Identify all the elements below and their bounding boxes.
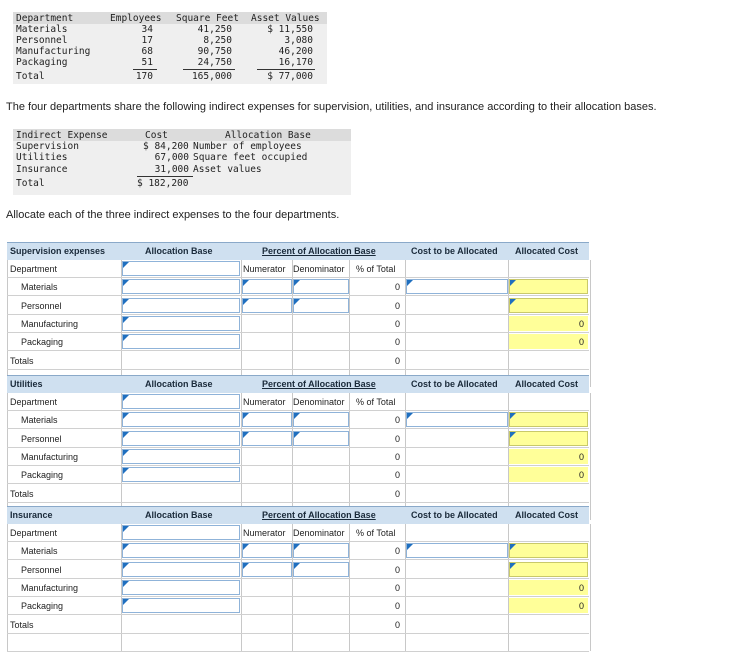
- supervision-packaging-pct-value: 0: [394, 337, 400, 347]
- flag-icon: [510, 563, 516, 569]
- row-divider: [7, 483, 589, 484]
- flag-icon: [243, 280, 249, 286]
- sqft-total: 165,000: [191, 71, 232, 82]
- insurance-packaging-pct-value: 0: [394, 601, 400, 611]
- column-divider: [349, 260, 350, 387]
- dept-label-manufacturing: Manufacturing: [21, 452, 79, 462]
- flag-icon: [510, 432, 516, 438]
- department-label: Department: [10, 264, 58, 274]
- numerator-header: Numerator: [243, 397, 286, 407]
- insurance-personnel-numerator-input[interactable]: [242, 562, 292, 577]
- row-divider: [7, 633, 589, 634]
- emp-personnel: 17: [141, 35, 153, 46]
- section-title: Insurance: [10, 510, 53, 520]
- numerator-header: Numerator: [243, 264, 286, 274]
- insurance-personnel-pct-value: 0: [394, 565, 400, 575]
- utilities-section-header: [7, 375, 589, 393]
- row-divider: [7, 350, 589, 351]
- total-underline: [183, 69, 235, 70]
- flag-icon: [510, 413, 516, 419]
- col-cost-to-allocate: Cost to be Allocated: [411, 510, 498, 520]
- col-allocated-cost: Allocated Cost: [515, 510, 579, 520]
- totals-label: Totals: [10, 356, 34, 366]
- header-allocation-base: Allocation Base: [225, 130, 311, 141]
- section-title: Supervision expenses: [10, 246, 106, 256]
- utilities-manufacturing-pct-value: 0: [394, 452, 400, 462]
- utilities-manufacturing-allocated-cell: [509, 449, 588, 464]
- flag-icon: [123, 526, 129, 532]
- cost-total: $ 182,200: [137, 178, 189, 189]
- dept-label-materials: Materials: [21, 282, 58, 292]
- supervision-packaging-allocated-value: 0: [578, 337, 584, 347]
- flag-icon: [123, 280, 129, 286]
- row-divider: [7, 295, 589, 296]
- flag-icon: [123, 335, 129, 341]
- supervision-personnel-pct-value: 0: [394, 301, 400, 311]
- flag-icon: [123, 450, 129, 456]
- denominator-header: Denominator: [293, 264, 345, 274]
- insurance-total-pct-value: 0: [394, 620, 400, 630]
- dept-label-personnel: Personnel: [21, 434, 62, 444]
- flag-icon: [294, 299, 300, 305]
- flag-icon: [510, 299, 516, 305]
- flag-icon: [123, 468, 129, 474]
- supervision-base-name-input[interactable]: [122, 261, 240, 276]
- utilities-materials-denominator-input[interactable]: [293, 412, 349, 427]
- total-underline: [133, 69, 157, 70]
- supervision-personnel-allocated-input[interactable]: [509, 298, 588, 313]
- expense-insurance: Insurance: [16, 164, 68, 175]
- instruction-text: Allocate each of the three indirect expenses to the four departments.: [6, 209, 340, 221]
- denominator-header: Denominator: [293, 397, 345, 407]
- row-divider: [7, 651, 589, 652]
- flag-icon: [407, 544, 413, 550]
- col-cost-to-allocate: Cost to be Allocated: [411, 246, 498, 256]
- asset-total: $ 77,000: [267, 71, 313, 82]
- emp-packaging: 51: [141, 57, 153, 68]
- supervision-personnel-base-input[interactable]: [122, 298, 240, 313]
- shared-expenses-text: The four departments share the following indirect expenses for supervision, utilities, and insurance according to their allocation bases.: [6, 101, 657, 113]
- header-asset-values: Asset Values: [251, 13, 320, 24]
- dept-label-personnel: Personnel: [21, 301, 62, 311]
- col-percent-of-base: Percent of Allocation Base: [262, 510, 376, 520]
- cost-supervision: $ 84,200: [143, 141, 189, 152]
- supervision-manufacturing-base-input[interactable]: [122, 316, 240, 331]
- section-title: Utilities: [10, 379, 43, 389]
- insurance-materials-allocated-input[interactable]: [509, 543, 588, 558]
- column-divider: [349, 524, 350, 651]
- flag-icon: [123, 581, 129, 587]
- emp-manufacturing: 68: [141, 46, 153, 57]
- flag-icon: [294, 432, 300, 438]
- row-divider: [7, 314, 589, 315]
- row-divider: [7, 502, 589, 503]
- dept-label-materials: Materials: [21, 415, 58, 425]
- utilities-cost-to-allocate-input[interactable]: [406, 412, 508, 427]
- utilities-manufacturing-base-input[interactable]: [122, 449, 240, 464]
- col-allocated-cost: Allocated Cost: [515, 246, 579, 256]
- supervision-manufacturing-pct-value: 0: [394, 319, 400, 329]
- base-supervision: Number of employees: [193, 141, 302, 152]
- base-utilities: Square feet occupied: [193, 152, 308, 163]
- flag-icon: [294, 544, 300, 550]
- asset-personnel: 3,080: [284, 35, 313, 46]
- expense-supervision: Supervision: [16, 141, 79, 152]
- total-underline: [137, 176, 193, 177]
- row-divider: [7, 596, 589, 597]
- utilities-personnel-numerator-input[interactable]: [242, 431, 292, 446]
- flag-icon: [294, 563, 300, 569]
- flag-icon: [123, 563, 129, 569]
- flag-icon: [407, 413, 413, 419]
- insurance-manufacturing-pct-value: 0: [394, 583, 400, 593]
- utilities-personnel-denominator-input[interactable]: [293, 431, 349, 446]
- supervision-manufacturing-allocated-value: 0: [578, 319, 584, 329]
- dept-label-materials: Materials: [21, 546, 58, 556]
- dept-label-manufacturing: Manufacturing: [21, 583, 79, 593]
- col-percent-of-base: Percent of Allocation Base: [262, 246, 376, 256]
- pct-total-header: % of Total: [356, 264, 396, 274]
- dept-label-packaging: Packaging: [21, 470, 64, 480]
- insurance-packaging-allocated-value: 0: [578, 601, 584, 611]
- header-square-feet: Square Feet: [176, 13, 239, 24]
- row-divider: [7, 447, 589, 448]
- pct-total-header: % of Total: [356, 397, 396, 407]
- totals-label: Totals: [10, 489, 34, 499]
- supervision-personnel-denominator-input[interactable]: [293, 298, 349, 313]
- insurance-packaging-base-input[interactable]: [122, 598, 240, 613]
- utilities-materials-base-input[interactable]: [122, 412, 240, 427]
- flag-icon: [294, 413, 300, 419]
- flag-icon: [123, 395, 129, 401]
- row-divider: [7, 559, 589, 560]
- row-divider: [7, 410, 589, 411]
- dept-label-packaging: Packaging: [21, 601, 64, 611]
- insurance-personnel-denominator-input[interactable]: [293, 562, 349, 577]
- flag-icon: [407, 280, 413, 286]
- col-allocation-base: Allocation Base: [145, 379, 213, 389]
- insurance-base-name-input[interactable]: [122, 525, 240, 540]
- supervision-total-pct-value: 0: [394, 356, 400, 366]
- cost-utilities: 67,000: [154, 152, 189, 163]
- asset-materials: $ 11,550: [267, 24, 313, 35]
- insurance-manufacturing-allocated-cell: [509, 580, 588, 595]
- utilities-packaging-allocated-value: 0: [578, 470, 584, 480]
- insurance-materials-base-input[interactable]: [122, 543, 240, 558]
- totals-label: Totals: [10, 620, 34, 630]
- insurance-cost-to-allocate-input[interactable]: [406, 543, 508, 558]
- dept-label-packaging: Packaging: [21, 337, 64, 347]
- row-divider: [7, 277, 589, 278]
- insurance-materials-denominator-input[interactable]: [293, 543, 349, 558]
- utilities-packaging-pct-value: 0: [394, 470, 400, 480]
- dept-manufacturing: Manufacturing: [16, 46, 91, 57]
- row-divider: [7, 369, 589, 370]
- row-divider: [7, 541, 589, 542]
- utilities-manufacturing-allocated-value: 0: [578, 452, 584, 462]
- denominator-header: Denominator: [293, 528, 345, 538]
- supervision-manufacturing-allocated-cell: [509, 316, 588, 331]
- numerator-header: Numerator: [243, 528, 286, 538]
- flag-icon: [123, 544, 129, 550]
- dept-personnel: Personnel: [16, 35, 68, 46]
- flag-icon: [123, 317, 129, 323]
- insurance-manufacturing-base-input[interactable]: [122, 580, 240, 595]
- supervision-materials-allocated-input[interactable]: [509, 279, 588, 294]
- flag-icon: [123, 432, 129, 438]
- col-allocation-base: Allocation Base: [145, 246, 213, 256]
- flag-icon: [243, 563, 249, 569]
- asset-manufacturing: 46,200: [278, 46, 313, 57]
- insurance-materials-pct-value: 0: [394, 546, 400, 556]
- row-divider: [7, 465, 589, 466]
- total-underline: [257, 69, 315, 70]
- sqft-personnel: 8,250: [203, 35, 232, 46]
- flag-icon: [243, 413, 249, 419]
- supervision-personnel-numerator-input[interactable]: [242, 298, 292, 313]
- sqft-materials: 41,250: [197, 24, 232, 35]
- utilities-materials-numerator-input[interactable]: [242, 412, 292, 427]
- row-divider: [7, 332, 589, 333]
- insurance-materials-numerator-input[interactable]: [242, 543, 292, 558]
- supervision-materials-base-input[interactable]: [122, 279, 240, 294]
- utilities-total-pct-value: 0: [394, 489, 400, 499]
- header-department: Department: [16, 13, 74, 24]
- emp-materials: 34: [141, 24, 153, 35]
- dept-packaging: Packaging: [16, 57, 68, 68]
- indirect-expense-table: [13, 129, 351, 195]
- header-employees: Employees: [110, 13, 162, 24]
- sqft-manufacturing: 90,750: [197, 46, 232, 57]
- col-percent-of-base: Percent of Allocation Base: [262, 379, 376, 389]
- supervision-cost-to-allocate-input[interactable]: [406, 279, 508, 294]
- col-allocation-base: Allocation Base: [145, 510, 213, 520]
- utilities-packaging-base-input[interactable]: [122, 467, 240, 482]
- header-indirect-expense: Indirect Expense: [16, 130, 108, 141]
- insurance-personnel-allocated-input[interactable]: [509, 562, 588, 577]
- insurance-packaging-allocated-cell: [509, 598, 588, 613]
- utilities-packaging-allocated-cell: [509, 467, 588, 482]
- flag-icon: [510, 544, 516, 550]
- supervision-packaging-base-input[interactable]: [122, 334, 240, 349]
- supervision-materials-denominator-input[interactable]: [293, 279, 349, 294]
- expense-utilities: Utilities: [16, 152, 68, 163]
- insurance-section-header: [7, 506, 589, 524]
- col-allocated-cost: Allocated Cost: [515, 379, 579, 389]
- department-label: Department: [10, 397, 58, 407]
- utilities-materials-allocated-input[interactable]: [509, 412, 588, 427]
- flag-icon: [243, 544, 249, 550]
- dept-materials: Materials: [16, 24, 68, 35]
- flag-icon: [510, 280, 516, 286]
- supervision-section-header: [7, 242, 589, 260]
- flag-icon: [123, 299, 129, 305]
- flag-icon: [243, 432, 249, 438]
- insurance-personnel-base-input[interactable]: [122, 562, 240, 577]
- department-data-table: [13, 12, 327, 84]
- row-divider: [7, 428, 589, 429]
- expense-total: Total: [16, 178, 45, 189]
- asset-packaging: 16,170: [278, 57, 313, 68]
- row-divider: [7, 578, 589, 579]
- cost-insurance: 31,000: [154, 164, 189, 175]
- flag-icon: [243, 299, 249, 305]
- emp-total: 170: [135, 71, 153, 82]
- supervision-materials-numerator-input[interactable]: [242, 279, 292, 294]
- department-label: Department: [10, 528, 58, 538]
- dept-label-manufacturing: Manufacturing: [21, 319, 79, 329]
- utilities-personnel-pct-value: 0: [394, 434, 400, 444]
- header-cost: Cost: [145, 130, 168, 141]
- utilities-base-name-input[interactable]: [122, 394, 240, 409]
- utilities-personnel-allocated-input[interactable]: [509, 431, 588, 446]
- row-divider: [7, 614, 589, 615]
- flag-icon: [123, 262, 129, 268]
- sqft-packaging: 24,750: [197, 57, 232, 68]
- utilities-materials-pct-value: 0: [394, 415, 400, 425]
- col-cost-to-allocate: Cost to be Allocated: [411, 379, 498, 389]
- insurance-manufacturing-allocated-value: 0: [578, 583, 584, 593]
- dept-total: Total: [16, 71, 45, 82]
- base-insurance: Asset values: [193, 164, 262, 175]
- supervision-packaging-allocated-cell: [509, 334, 588, 349]
- flag-icon: [123, 599, 129, 605]
- flag-icon: [294, 280, 300, 286]
- flag-icon: [123, 413, 129, 419]
- utilities-personnel-base-input[interactable]: [122, 431, 240, 446]
- dept-label-personnel: Personnel: [21, 565, 62, 575]
- column-divider: [349, 393, 350, 520]
- pct-total-header: % of Total: [356, 528, 396, 538]
- supervision-materials-pct-value: 0: [394, 282, 400, 292]
